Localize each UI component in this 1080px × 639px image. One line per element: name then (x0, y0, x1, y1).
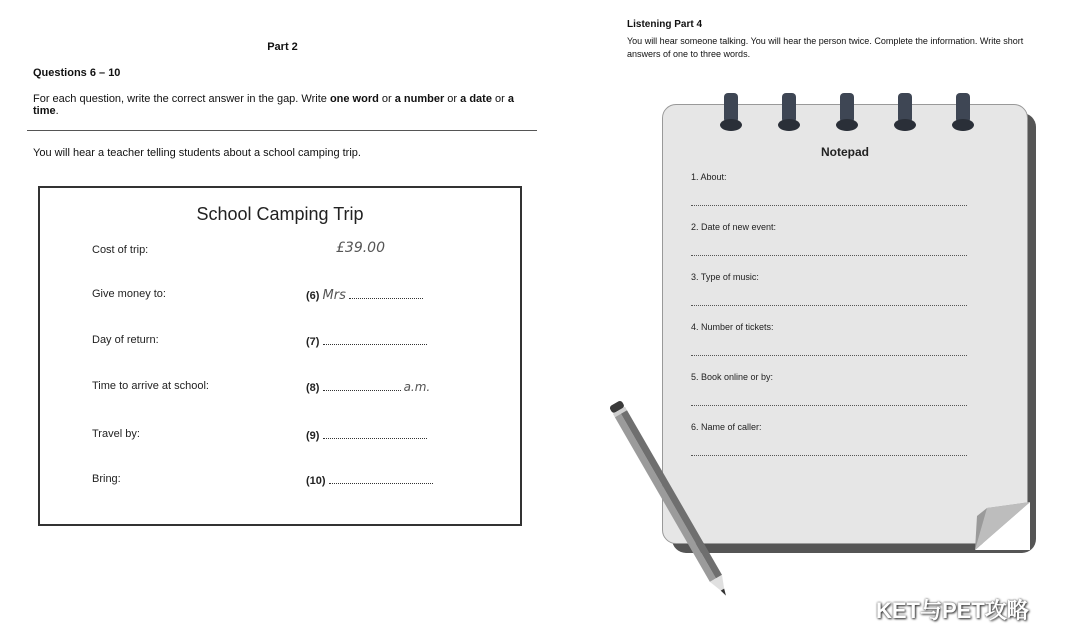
question-number-7: (7) (306, 334, 427, 348)
page-curl-icon (975, 502, 1030, 550)
notepad-answer-line-1[interactable] (691, 205, 967, 206)
question-number-6: (6) Mrs (306, 288, 423, 303)
spiral-ring-icon (898, 93, 912, 131)
question-number-8: (8) a.m. (306, 380, 431, 394)
spiral-ring-icon (724, 93, 738, 131)
divider (27, 130, 537, 131)
answer-blank-9[interactable] (323, 428, 427, 439)
spiral-ring-icon (782, 93, 796, 131)
part-title: Part 2 (267, 41, 298, 53)
intro-text: You will hear a teacher telling students about a school camping trip. (33, 147, 361, 159)
form-title: School Camping Trip (196, 204, 364, 224)
row-label-day-of-return: Day of return: (92, 334, 159, 346)
row-label-cost: Cost of trip: (92, 244, 149, 256)
row-label-bring: Bring: (92, 473, 121, 485)
spiral-ring-icon (840, 93, 854, 131)
instruction-text: For each question, write the correct answer in the gap. Write one word or a number or a date or a time. (33, 93, 514, 117)
spiral-ring-icon (956, 93, 970, 131)
row-label-travel-by: Travel by: (92, 428, 140, 440)
notepad-question-6: 6. Name of caller: (691, 422, 762, 432)
notepad-question-2: 2. Date of new event: (691, 222, 777, 232)
row-label-arrival-time: Time to arrive at school: (92, 380, 209, 392)
answer-blank-10[interactable] (329, 473, 433, 484)
question-number-10: (10) (306, 473, 433, 487)
notepad-question-5: 5. Book online or by: (691, 372, 774, 382)
notepad-answer-line-4[interactable] (691, 355, 967, 356)
notepad-question-4: 4. Number of tickets: (691, 322, 774, 332)
pencil-icon (608, 392, 768, 622)
notepad-answer-line-3[interactable] (691, 305, 967, 306)
watermark-text: KET与PET攻略 (876, 598, 1029, 623)
answer-blank-7[interactable] (323, 334, 427, 345)
question-range: Questions 6 – 10 (33, 67, 121, 79)
notepad-question-3: 3. Type of music: (691, 272, 759, 282)
answer-blank-6[interactable] (349, 288, 423, 299)
question-number-9: (9) (306, 428, 427, 442)
answer-blank-8[interactable] (323, 380, 401, 391)
listening-part-title: Listening Part 4 (627, 19, 703, 30)
notepad-question-1: 1. About: (691, 172, 727, 182)
notepad-title: Notepad (821, 145, 869, 159)
row-label-give-money: Give money to: (92, 288, 166, 300)
listening-instruction: You will hear someone talking. You will hear the person twice. Complete the information. Write short answers of one to three words. (627, 36, 1024, 59)
notepad-answer-line-2[interactable] (691, 255, 967, 256)
answer-cost: £39.00 (336, 240, 385, 256)
camping-trip-form (38, 186, 522, 526)
